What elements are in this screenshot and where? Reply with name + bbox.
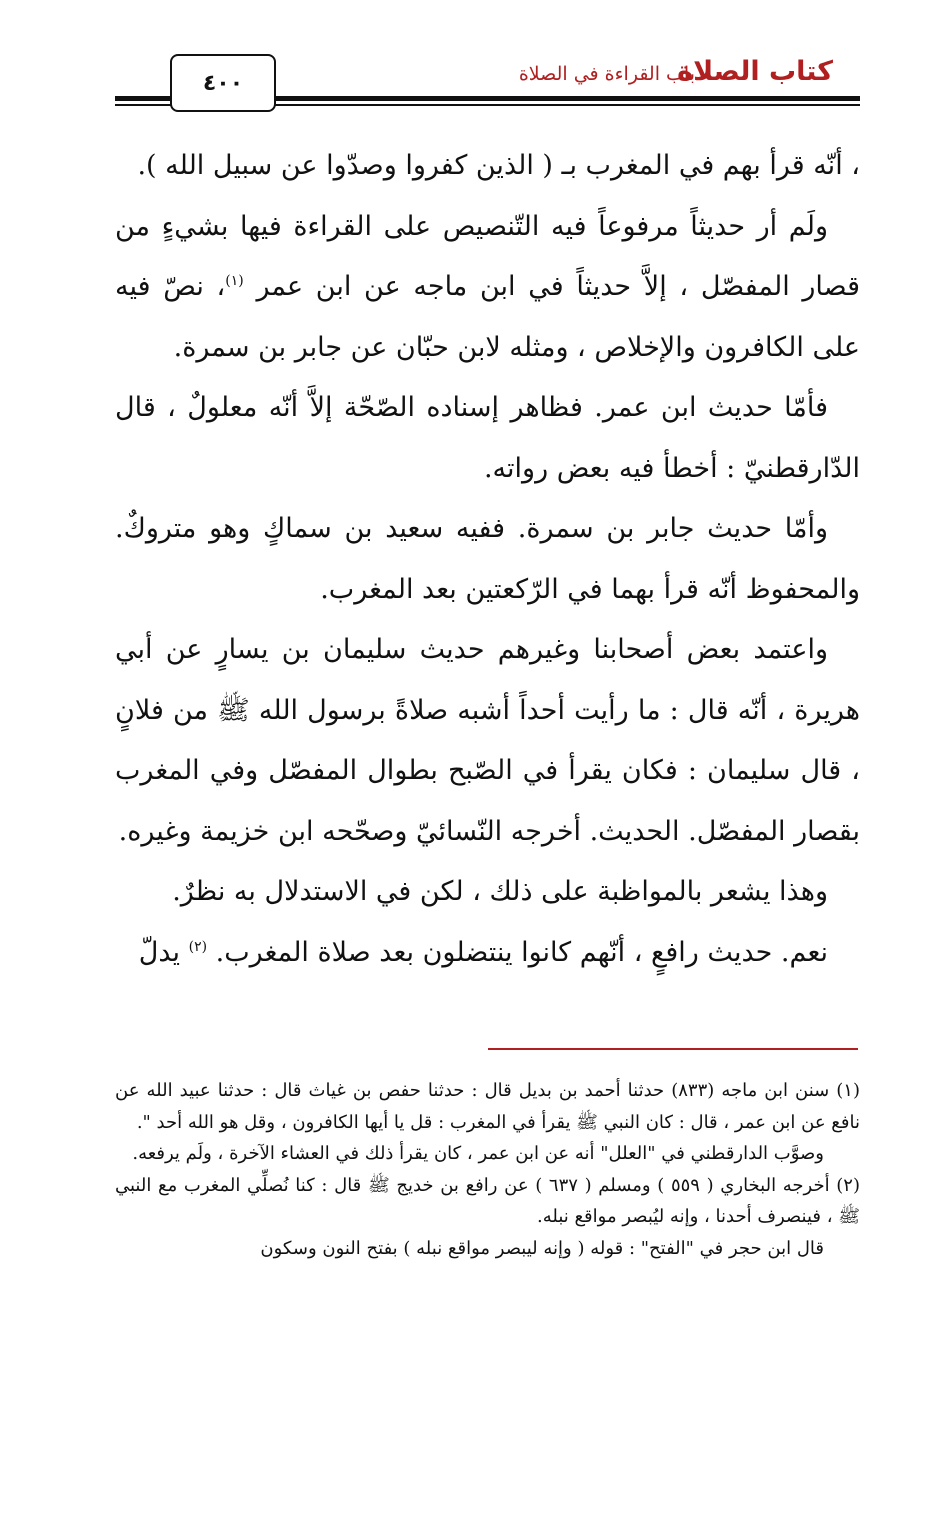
paragraph: فأمّا حديث ابن عمر. فظاهر إسناده الصّحّة إلاَّ أنّه معلولٌ ، قال الدّارقطنيّ : أخطأ فيه بعض رواته. (115, 392, 860, 484)
book-title: كتاب الصلاة (677, 56, 833, 87)
footnote-ref[interactable]: (١) (225, 273, 244, 289)
footnote: قال ابن حجر في "الفتح" : قوله ( وإنه ليبصر مواقع نبله ) بفتح النون وسكون (260, 1237, 824, 1259)
footnote-ref[interactable]: (٢) (188, 938, 208, 955)
page-number: ٤٠٠ (170, 54, 276, 112)
paragraph: ولَم أر حديثاً مرفوعاً فيه التّنصيص على القراءة فيها بشيءٍ من قصار المفصّل ، إلاَّ حديثاً في ابن ماجه عن ابن عمر $^{(١)}$، نصّ فيه على الكافرون والإخلاص ، ومثله لابن حبّان عن جابر بن سمرة. (115, 210, 860, 363)
paragraph: نعم. حديث رافعٍ ، أنّهم كانوا ينتضلون بعد صلاة المغرب. $^{(٢)}$ يدلّ (138, 936, 828, 968)
paragraph: واعتمد بعض أصحابنا وغيرهم حديث سليمان بن يسارٍ عن أبي هريرة ، أنّه قال : ما رأيت أحداً أشبه صلاةً برسول الله ﷺ من فلانٍ ، قال سليمان : فكان يقرأ في الصّبح بطوال المفصّل وفي المغرب بقصار المفصّل. الحديث. أخرجه النّسائيّ وصحّحه ابن خزيمة وغيره. (115, 634, 860, 847)
footnote: (١) سنن ابن ماجه (٨٣٣) حدثنا أحمد بن بديل قال : حدثنا حفص بن غياث قال : حدثنا عبيد الله عن نافع عن ابن عمر ، قال : كان النبي ﷺ يقرأ في المغرب : قل يا أيها الكافرون ، وقل هو الله أحد ". (115, 1080, 860, 1133)
paragraph: وهذا يشعر بالمواظبة على ذلك ، لكن في الاستدلال به نظرٌ. (172, 876, 828, 907)
footnote: وصوَّب الدارقطني في "العلل" أنه عن ابن عمر ، كان يقرأ ذلك في العشاء الآخرة ، ولَم يرفعه. (132, 1143, 824, 1164)
footnote: (٢) أخرجه البخاري ( ٥٥٩ ) ومسلم ( ٦٣٧ ) عن رافع بن خديج ﷺ قال : كنا نُصلِّي المغرب مع النبي ﷺ ، فينصرف أحدنا ، وإنه ليُبصر مواقع نبله. (115, 1174, 860, 1227)
chapter-title: باب القراءة في الصلاة (518, 63, 695, 85)
footnote-separator (488, 1048, 858, 1050)
footnotes (115, 1075, 860, 1264)
paragraph: وأمّا حديث جابر بن سمرة. ففيه سعيد بن سماكٍ وهو متروكٌ. والمحفوظ أنّه قرأ بهما في الرّكعتين بعد المغرب. (115, 513, 860, 605)
page-header (0, 0, 945, 120)
body-text (115, 136, 860, 983)
paragraph: ، أنّه قرأ بهم في المغرب بـ ( الذين كفروا وصدّوا عن سبيل الله ). (137, 150, 860, 181)
